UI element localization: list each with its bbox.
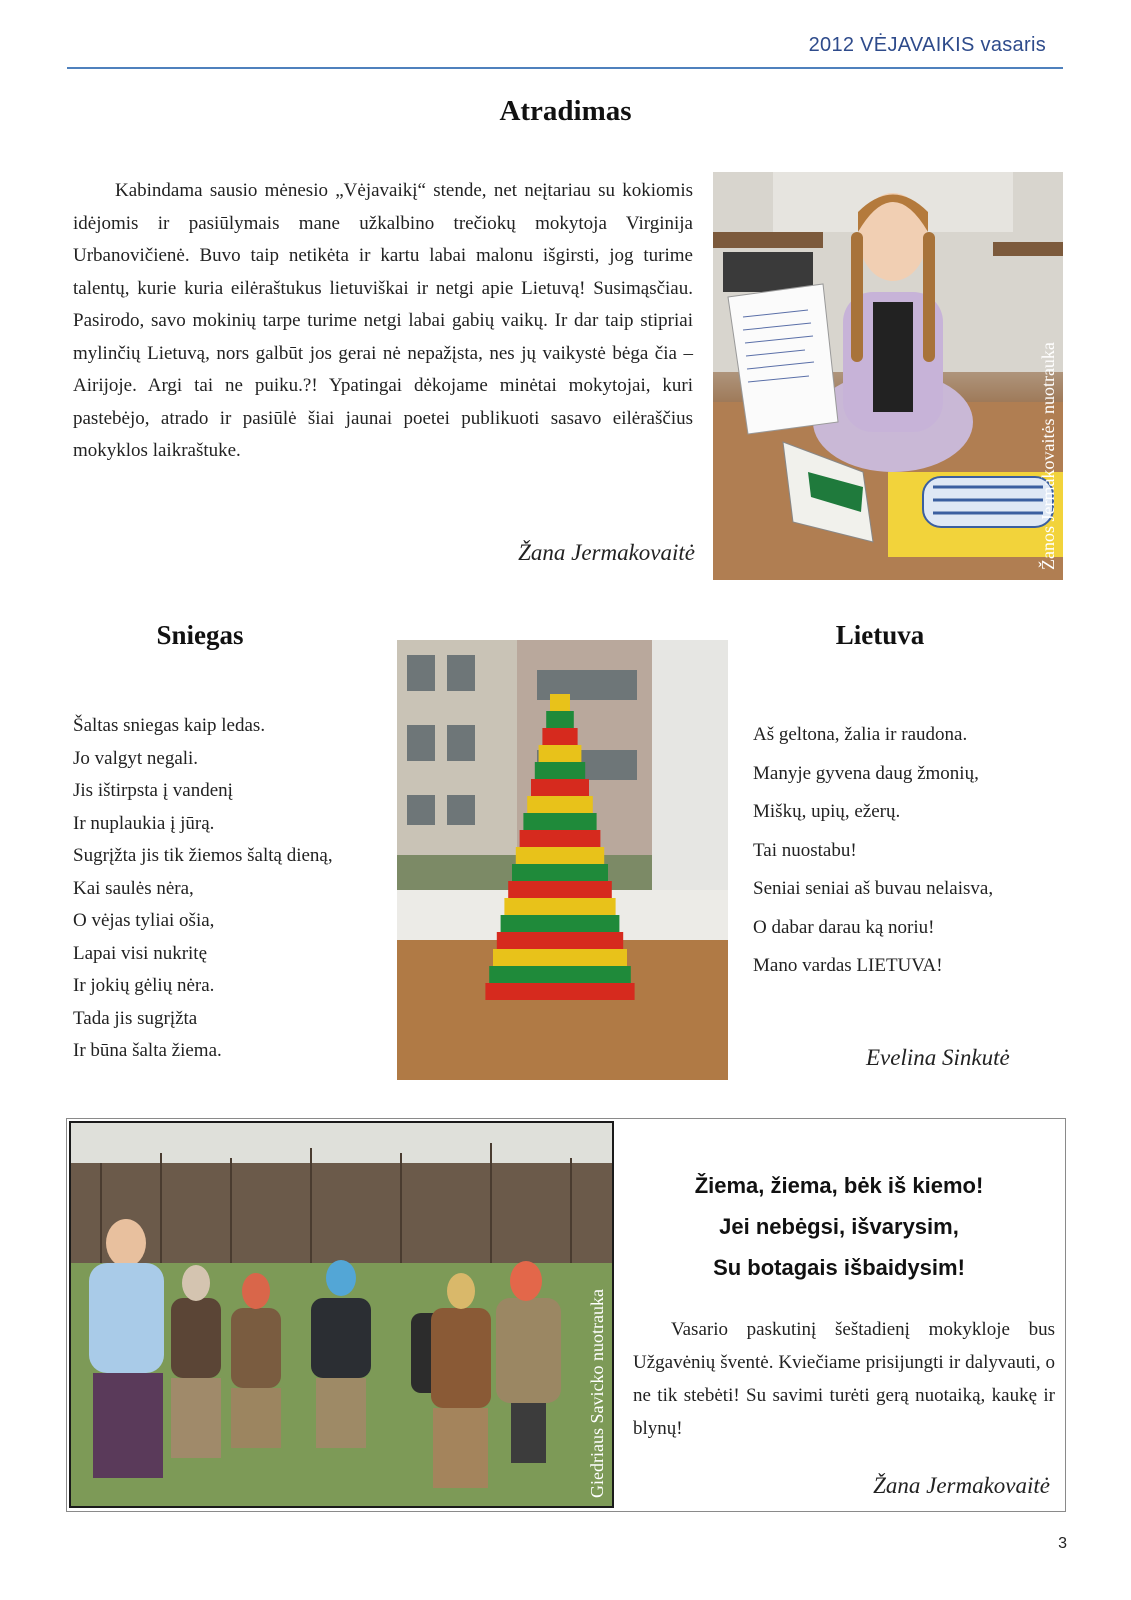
slogan-line: Su botagais išbaidysim! <box>713 1255 965 1280</box>
poem-line: Tai nuostabu! <box>753 839 857 861</box>
poem-title-sniegas: Sniegas <box>156 620 244 650</box>
article-title-atradimas: Atradimas <box>499 95 632 127</box>
poem-line: O vėjas tyliai ošia, <box>73 910 215 931</box>
lego-brick-row <box>550 694 570 711</box>
lego-brick-row <box>489 966 631 983</box>
photo-credit-giedrius: Giedriaus Savicko nuotrauka <box>587 1289 607 1498</box>
poem-line: Ir nuplaukia į jūrą. <box>73 812 215 834</box>
poem-author-lietuva: Evelina Sinkutė <box>866 1045 1010 1070</box>
slogan-line: Jei nebėgsi, išvarysim, <box>719 1214 959 1239</box>
lego-brick-row <box>546 711 574 728</box>
photo-girl-with-poem <box>713 172 1063 580</box>
header-title: 2012 VĖJAVAIKIS vasaris <box>808 34 1046 56</box>
page-number: 3 <box>1058 1535 1067 1552</box>
poem-line: Jo valgyt negali. <box>73 747 199 769</box>
lego-brick-row <box>542 728 577 745</box>
poem-line: Miškų, upių, ežerų. <box>753 801 901 822</box>
lego-brick-row <box>523 813 596 830</box>
poem-line: Kai saulės nėra, <box>73 877 194 899</box>
lego-brick-row <box>493 949 627 966</box>
poem-line: Aš geltona, žalia ir raudona. <box>753 724 968 745</box>
poem-line: Ir jokių gėlių nėra. <box>73 975 215 996</box>
lego-brick-row <box>535 762 585 779</box>
poem-line: Manyje gyvena daug žmonių, <box>753 762 979 784</box>
lego-brick-row <box>504 898 615 915</box>
poem-line: Ir būna šalta žiema. <box>73 1040 222 1061</box>
article-body-atradimas: Kabindama sausio mėnesio „Vėjavaikį“ stende, net neįtariau su kokiomis idėjomis ir pasiūlymais mane užkalbino trečiokų mokytoja Virginija Urbanovičienė. Buvo taip netikėta ir kartu labai malonu išgirsti, jog turime talentų, kurie kuria eilėraštukus lietuviškai ir netgi apie Lietuvą! Susimąsčiau. Pasirodo, savo mokinių tarpe turime netgi labai gabių vaikų. Ir dar taip stipriai mylinčių Lietuvą, nors galbūt jos gerai nė nepažįsta, nes jų vaikystė bėga čia – Airijoje. Argi tai ne puiku.?! Ypatingai dėkojame minėtai mokytojai, kuri pastebėjo, atrado ir pasiūlė šiai jaunai poetei publikuoti sasavo eilėraščius mokyklos laikraštuke. <box>73 180 693 461</box>
uzgavenes-slogan <box>614 1165 1064 1288</box>
uzgavenes-body: Vasario paskutinį šeštadienį mokykloje bus Užgavėnių šventė. Kviečiame prisijungti ir dalyvauti, o ne tik stebėti! Su savimi turėti gerą nuotaiką, kaukę ir blynų! <box>633 1319 1055 1439</box>
lego-brick-row <box>516 847 604 864</box>
uzgavenes-author: Žana Jermakovaitė <box>873 1473 1050 1498</box>
poem-line: O dabar darau ką noriu! <box>753 916 935 938</box>
poem-line: Šaltas sniegas kaip ledas. <box>73 715 266 736</box>
lego-brick-row <box>527 796 593 813</box>
poem-body-sniegas <box>73 710 333 1068</box>
lego-brick-row <box>508 881 612 898</box>
photo-uzgavenes-illustration <box>71 1123 612 1506</box>
lego-brick-row <box>501 915 620 932</box>
lego-brick-row <box>497 932 623 949</box>
lego-brick-row <box>531 779 589 796</box>
poem-line: Seniai seniai aš buvau nelaisva, <box>753 878 994 899</box>
poem-line: Tada jis sugrįžta <box>73 1007 198 1029</box>
article-author-atradimas: Žana Jermakovaitė <box>518 540 695 565</box>
lego-brick-row <box>520 830 601 847</box>
poem-title-lietuva: Lietuva <box>835 620 925 650</box>
lego-brick-row <box>539 745 582 762</box>
poem-line: Sugrįžta jis tik žiemos šaltą dieną, <box>73 845 333 866</box>
lego-brick-row <box>485 983 634 1000</box>
poem-line: Lapai visi nukritę <box>73 942 208 964</box>
slogan-line: Žiema, žiema, bėk iš kiemo! <box>694 1173 984 1198</box>
poem-line: Mano vardas LIETUVA! <box>753 955 943 976</box>
header-divider <box>67 67 1063 69</box>
photo-uzgavenes-costumes <box>69 1121 614 1508</box>
photo-credit-zana: Žanos Jermakovaitės nuotrauka <box>1038 342 1058 570</box>
poem-body-lietuva <box>753 716 993 986</box>
photo-girl-illustration <box>713 172 1063 580</box>
photo-lego-illustration <box>397 640 728 1080</box>
lego-brick-row <box>512 864 608 881</box>
photo-lego-tower <box>397 640 728 1080</box>
poem-line: Jis ištirpsta į vandenį <box>73 780 233 801</box>
